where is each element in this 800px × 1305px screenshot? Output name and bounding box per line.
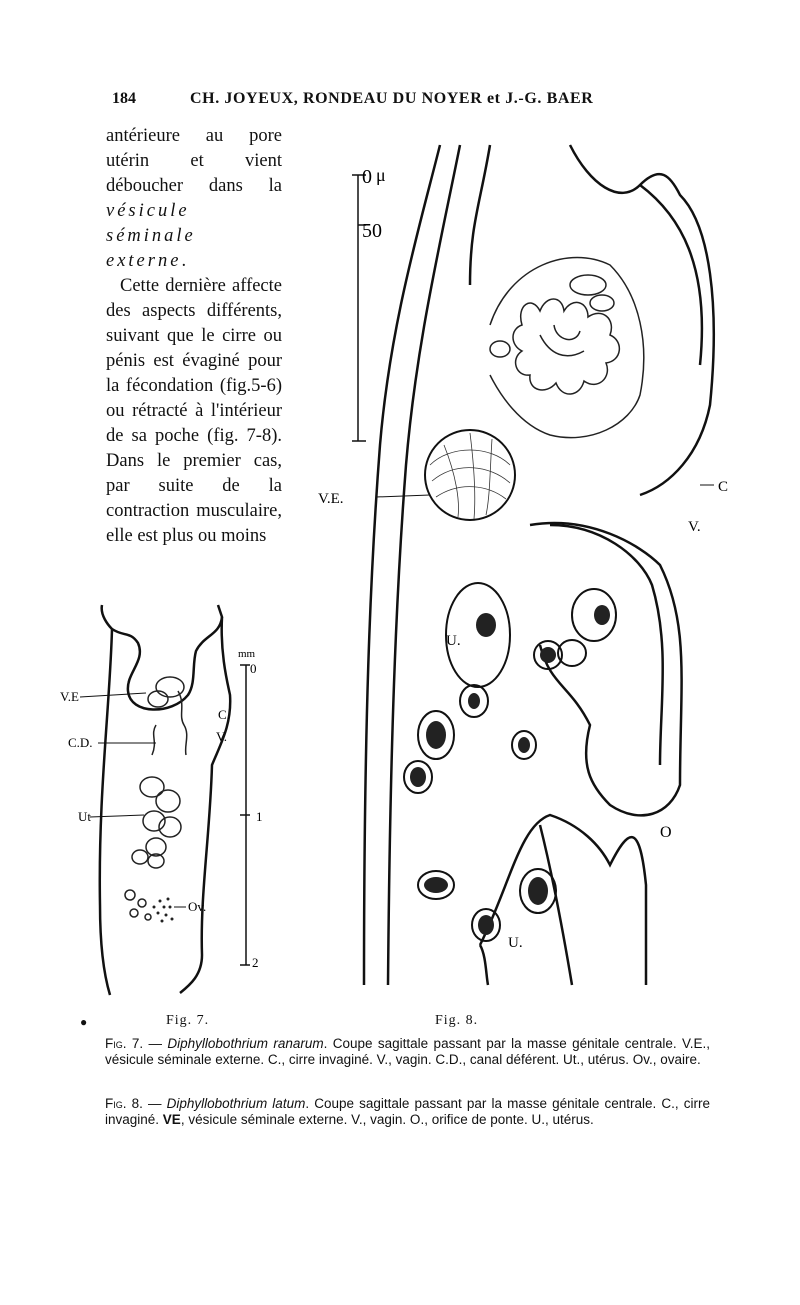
figure-8-label: Fig. 8.: [435, 1013, 479, 1028]
fig7-caption-prefix: Fig. 7. —: [105, 1036, 168, 1051]
fig8-scale-tick-0: 0: [362, 166, 372, 188]
fig8-label-o: O: [660, 824, 672, 841]
figure-7-illustration: [60, 595, 300, 1005]
fig8-label-u-lower: U.: [508, 935, 523, 951]
italic-term: vésicule séminale externe: [106, 201, 196, 271]
fig7-caption-species: Diphyllobothrium ranarum: [167, 1036, 324, 1051]
fig7-label-ut: Ut: [78, 809, 91, 824]
figure-8-caption: [105, 1096, 710, 1128]
fig7-scale-tick-2: 2: [252, 955, 259, 970]
fig8-scale-unit: μ: [376, 165, 386, 185]
running-title: CH. JOYEUX, RONDEAU DU NOYER et J.-G. BAER: [190, 90, 594, 107]
fig7-label-ve: V.E: [60, 689, 79, 704]
body-text-column: [106, 124, 282, 549]
fig8-label-u-upper: U.: [446, 633, 461, 649]
paragraph-1-text: antérieure au pore utérin et vient déboucher dans la: [106, 126, 282, 196]
fig7-scale-unit: mm: [238, 648, 256, 660]
fig8-scale-tick-50: 50: [362, 220, 382, 242]
fig7-caption-text: . Coupe sagittale passant par la masse génitale centrale. V.E., vésicule séminale externe. C., cirre invaginé. V., vagin. C.D., canal déférent. Ut., utérus. Ov., ovaire.: [105, 1036, 710, 1067]
fig8-caption-prefix: Fig. 8. —: [105, 1096, 167, 1111]
fig8-caption-text-1: . Coupe sagittale passant par la masse génitale centrale. C., cirre invaginé.: [105, 1096, 711, 1127]
fig8-label-c: C: [718, 479, 729, 495]
paragraph-2: Cette dernière affecte des aspects différents, suivant que le cirre ou pénis est évaginé pour la fécondation (fig.5-6) ou rétracté à l'intérieur de sa poche (fig. 7-8). Dans le premier cas, par suite de la contraction musculaire, elle est plus ou moins: [106, 276, 282, 546]
fig8-caption-bold: VE: [162, 1112, 181, 1127]
fig7-label-cd: C.D.: [68, 735, 93, 750]
fig7-scale-tick-1: 1: [256, 809, 263, 824]
fig7-label-c: C.: [218, 707, 230, 722]
page-number: 184: [112, 90, 136, 107]
running-header: [112, 90, 712, 114]
fig7-label-ov: Ov.: [188, 899, 207, 914]
margin-mark: ●: [80, 1015, 88, 1029]
figure-8-illustration: [318, 125, 750, 1005]
fig7-label-v: V.: [216, 729, 227, 744]
fig8-label-v: V.: [688, 519, 701, 535]
paragraph-1-end: .: [181, 251, 187, 271]
fig7-scale-tick-0: 0: [250, 661, 257, 676]
fig8-label-ve: V.E.: [318, 491, 344, 507]
fig8-caption-text-2: , vésicule séminale externe. V., vagin. O., orifice de ponte. U., utérus.: [180, 1112, 594, 1127]
paragraph-1: [106, 124, 282, 274]
figure-7-caption: [105, 1036, 710, 1068]
fig8-caption-species: Diphyllobothrium latum: [166, 1096, 306, 1111]
figure-7-label: Fig. 7.: [166, 1013, 210, 1028]
